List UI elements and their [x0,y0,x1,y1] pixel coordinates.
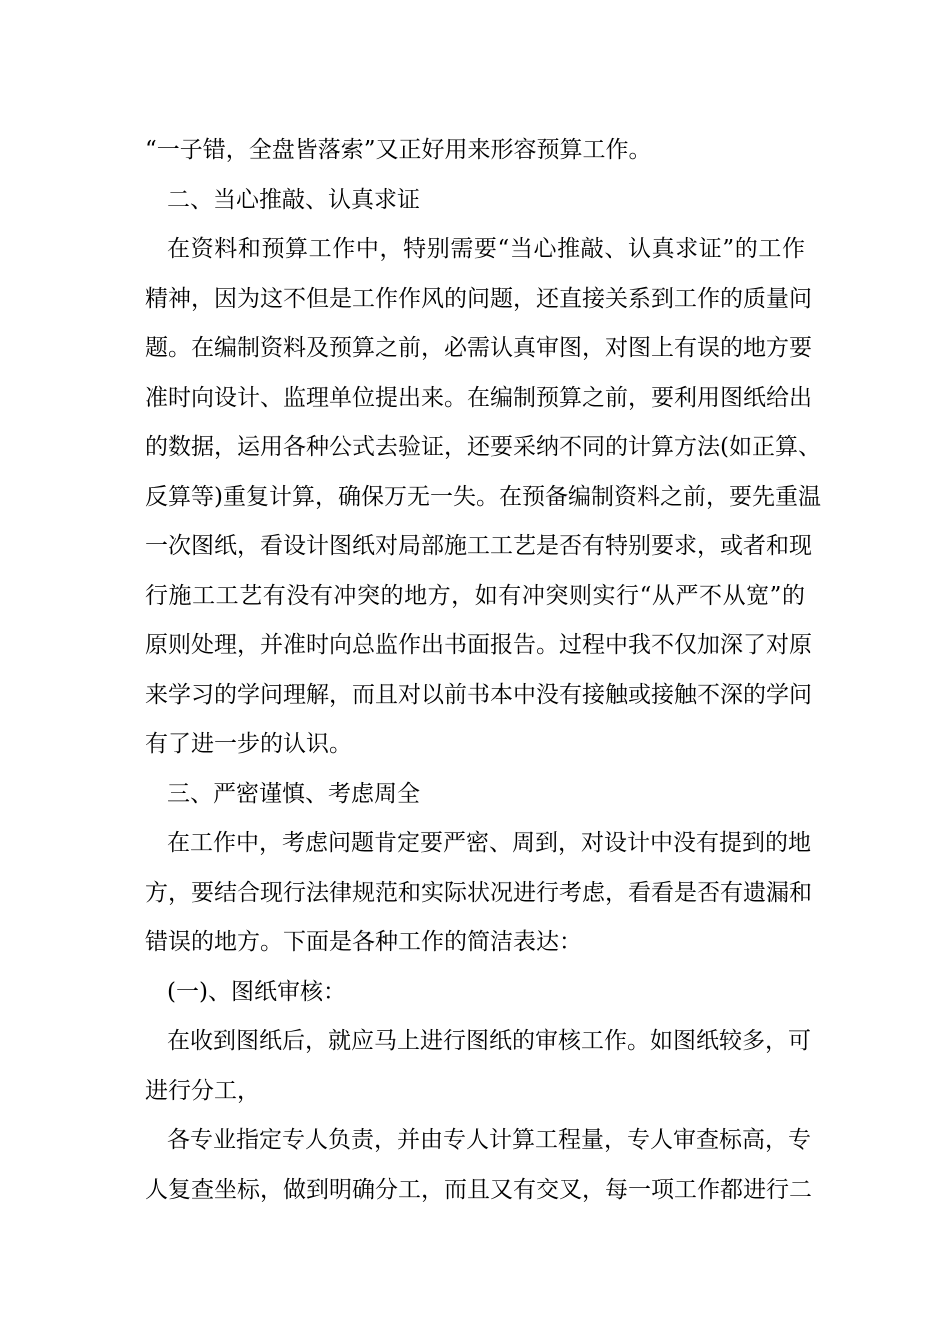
text-line: 的数据，运用各种公式去验证，还要采纳不同的计算方法(如正算、 [145,434,821,460]
text-line: 准时向设计、监理单位提出来。在编制预算之前，要利用图纸给出 [145,384,812,411]
text-line: 人复查坐标，做到明确分工，而且又有交叉，每一项工作都进行二 [145,1176,812,1203]
text-line: 进行分工， [145,1077,260,1104]
text-line: 在收到图纸后，就应马上进行图纸的审核工作。如图纸较多，可 [167,1028,811,1054]
text-line: 原则处理，并准时向总监作出书面报告。过程中我不仅加深了对原 [145,632,812,658]
text-line: “一子错，全盘皆落索”又正好用来形容预算工作。 [145,137,652,163]
text-line: 错误的地方。下面是各种工作的简洁表达： [145,929,582,955]
text-line: 有了进一步的认识。 [145,731,352,757]
text-line: 方，要结合现行法律规范和实际状况进行考虑，看看是否有遗漏和 [145,879,812,906]
text-line: 精神，因为这不但是工作作风的问题，还直接关系到工作的质量问 [145,285,812,312]
text-line: 行施工工艺有没有冲突的地方，如有冲突则实行“从严不从宽”的 [145,582,805,609]
text-line: 反算等)重复计算，确保万无一失。在预备编制资料之前，要先重温 [145,483,821,510]
subsection-heading: (一)、图纸审核： [167,978,346,1005]
text-line: 在工作中，考虑问题肯定要严密、周到，对设计中没有提到的地 [167,830,811,856]
section-heading: 二、当心推敲、认真求证 [167,186,420,213]
text-line: 一次图纸，看设计图纸对局部施工工艺是否有特别要求，或者和现 [145,533,812,559]
section-heading: 三、严密谨慎、考虑周全 [167,780,420,807]
text-line: 各专业指定专人负责，并由专人计算工程量，专人审查标高，专 [167,1127,811,1153]
document-body [145,126,821,1215]
text-line: 题。在编制资料及预算之前，必需认真审图，对图上有误的地方要 [145,335,812,361]
text-line: 在资料和预算工作中，特别需要“当心推敲、认真求证”的工作 [167,236,805,262]
text-line: 来学习的学问理解，而且对以前书本中没有接触或接触不深的学问 [145,681,812,708]
